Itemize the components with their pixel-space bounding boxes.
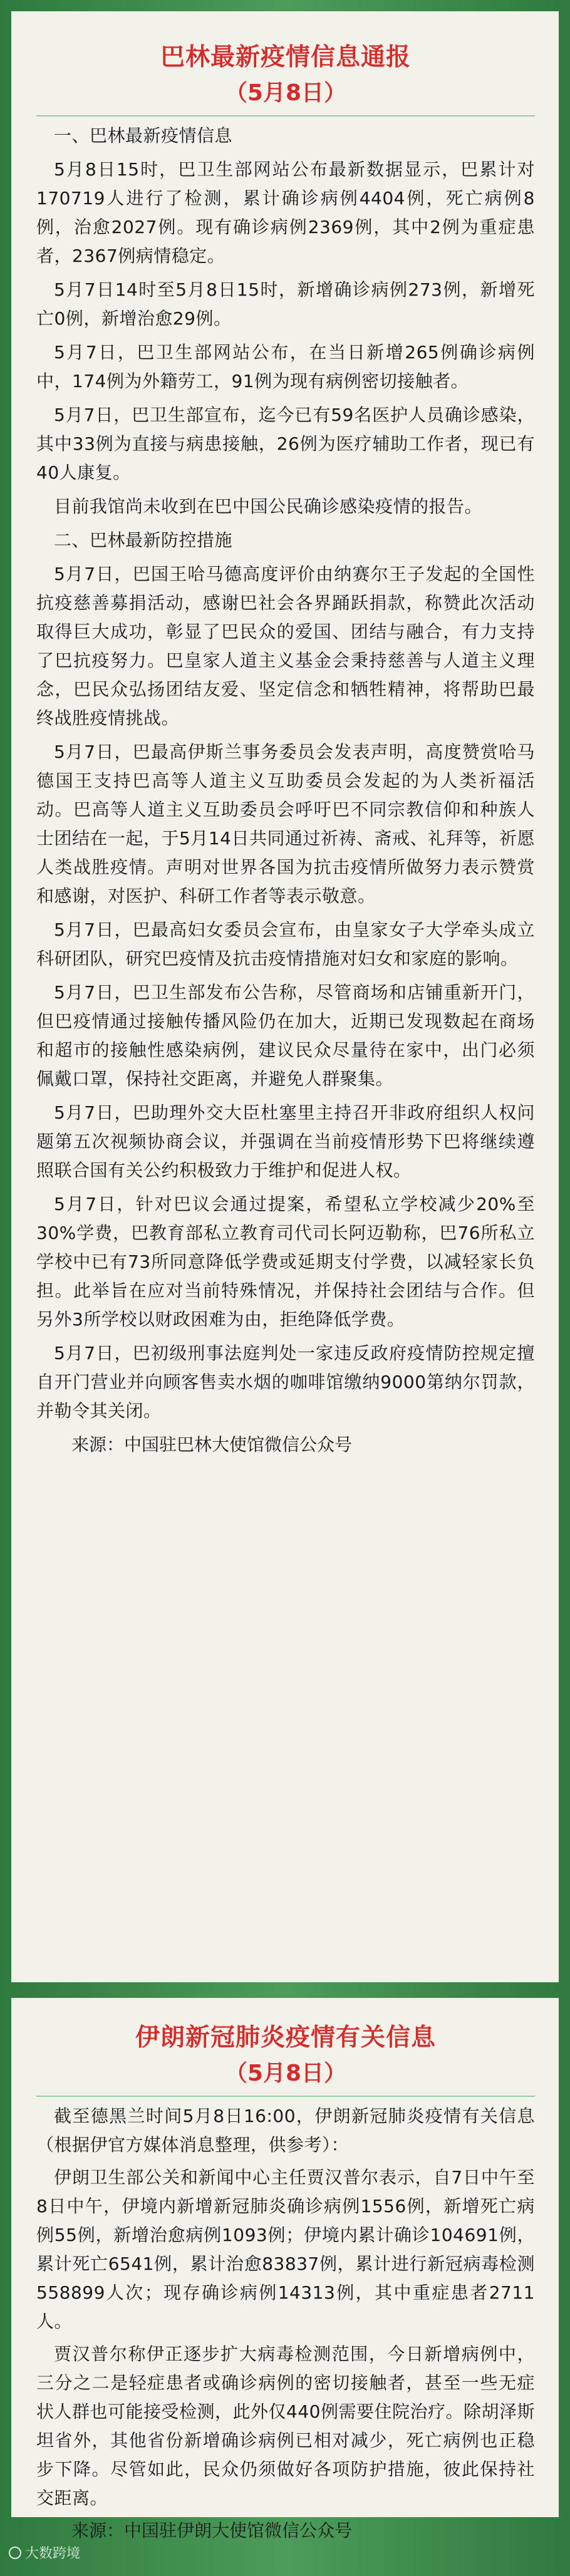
paragraph: 5月7日，巴卫生部发布公告称，尽管商场和店铺重新开门，但巴疫情通过接触传播风险仍在加大，近期已发现数起在商场和超市的接触性感染病例，建议民众尽量待在家中，出门必须佩戴口罩，保持社交距离，并避免人群聚集。 [36, 982, 535, 1089]
watermark-logo-icon [9, 2547, 21, 2559]
iran-date: （5月8日） [224, 2061, 347, 2086]
section-heading: 一、巴林最新疫情信息 [54, 125, 233, 146]
divider [36, 2096, 535, 2097]
source-line: 来源：中国驻巴林大使馆微信公众号 [71, 1434, 353, 1455]
paragraph: 5月7日14时至5月8日15时，新增确诊病例273例，新增死亡0例，新增治愈29例。 [36, 279, 535, 329]
paragraph: 目前我馆尚未收到在巴中国公民确诊感染疫情的报告。 [54, 496, 483, 517]
paragraph: 5月7日，巴助理外交大臣杜塞里主持召开非政府组织人权问题第五次视频协商会议，并强调在当前疫情形势下巴将继续遵照联合国有关公约积极致力于维护和促进人权。 [36, 1102, 535, 1181]
paragraph: 贾汉普尔称伊正逐步扩大病毒检测范围，今日新增病例中，三分之二是轻症患者或确诊病例的密切接触者，甚至一些无症状人群也可能接受检测，此外仅440例需要住院治疗。除胡泽斯坦省外，其他省份新增确诊病例已相对减少，死亡病例也正稳步下降。尽管如此，民众仍须做好各项防护措施，彼此保持社交距离。 [36, 2344, 535, 2508]
bahrain-notice-panel [11, 11, 559, 1982]
iran-notice-panel [11, 1998, 559, 2541]
paragraph: 5月8日15时，巴卫生部网站公布最新数据显示，巴累计对 170719人进行了检测，累计确诊病例4404例，死亡病例8例，治愈2027例。现有确诊病例2369例，其中2例为重症患者，2367例病情稳定。 [36, 159, 535, 266]
watermark [9, 2543, 80, 2562]
source-line: 来源：中国驻伊朗大使馆微信公众号 [71, 2520, 353, 2541]
paragraph: 5月7日，巴卫生部网站公布，在当日新增265例确诊病例中，174例为外籍劳工，91例为现有病例密切接触者。 [36, 342, 535, 391]
paragraph: 5月7日，巴最高妇女委员会宣布，由皇家女子大学牵头成立科研团队，研究巴疫情及抗击疫情措施对妇女和家庭的影响。 [36, 919, 535, 969]
bahrain-body [36, 122, 535, 1459]
bahrain-title: 巴林最新疫情信息通报 [160, 43, 411, 71]
iran-body [36, 2102, 535, 2545]
paragraph: 5月7日，巴国王哈马德高度评价由纳赛尔王子发起的全国性抗疫慈善募捐活动，感谢巴社会各界踊跃捐款，称赞此次活动取得巨大成功，彰显了巴民众的爱国、团结与融合，有力支持了巴抗疫努力。巴皇家人道主义基金会秉持慈善与人道主义理念，巴民众弘扬团结友爱、坚定信念和牺牲精神，将帮助巴最终战胜疫情挑战。 [36, 564, 535, 728]
paragraph: 5月7日，巴最高伊斯兰事务委员会发表声明，高度赞赏哈马德国王支持巴高等人道主义互助委员会发起的为人类祈福活动。巴高等人道主义互助委员会呼吁巴不同宗教信仰和种族人士团结在一起，于5月14日共同通过祈祷、斋戒、礼拜等，祈愿人类战胜疫情。声明对世界各国为抗击疫情所做努力表示赞赏和感谢，对医护、科研工作者等表示敬意。 [36, 742, 535, 906]
divider [36, 115, 535, 116]
paragraph: 5月7日，针对巴议会通过提案，希望私立学校减少20%至30%学费，巴教育部私立教育司代司长阿迈勒称，巴76所私立学校中已有73所同意降低学费或延期支付学费，以减轻家长负担。此举旨在应对当前特殊情况，并保持社会团结与合作。但另外3所学校以财政困难为由，拒绝降低学费。 [36, 1194, 535, 1330]
bahrain-date: （5月8日） [224, 80, 347, 106]
section-heading: 二、巴林最新防控措施 [54, 530, 233, 551]
paragraph: 5月7日，巴初级刑事法庭判处一家违反政府疫情防控规定擅自开门营业并向顾客售卖水烟的咖啡馆缴纳9000第纳尔罚款，并勒令其关闭。 [36, 1343, 535, 1421]
paragraph: 截至德黑兰时间5月8日16:00，伊朗新冠肺炎疫情有关信息（根据伊官方媒体消息整理，供参考）： [36, 2106, 535, 2155]
paragraph: 伊朗卫生部公关和新闻中心主任贾汉普尔表示，自7日中午至8日中午，伊境内新增新冠肺炎确诊病例1556例，新增死亡病例55例，新增治愈病例1093例；伊境内累计确诊104691例，累计死亡6541例，累计治愈83837例，累计进行新冠病毒检测558899人次；现存确诊病例14313例，其中重症患者2711人。 [36, 2167, 535, 2332]
watermark-text: 大数跨境 [25, 2546, 81, 2562]
paragraph: 5月7日，巴卫生部宣布，迄今已有59名医护人员确诊感染，其中33例为直接与病患接触，26例为医疗辅助工作者，现已有40人康复。 [36, 405, 535, 483]
iran-title: 伊朗新冠肺炎疫情有关信息 [135, 2024, 436, 2052]
